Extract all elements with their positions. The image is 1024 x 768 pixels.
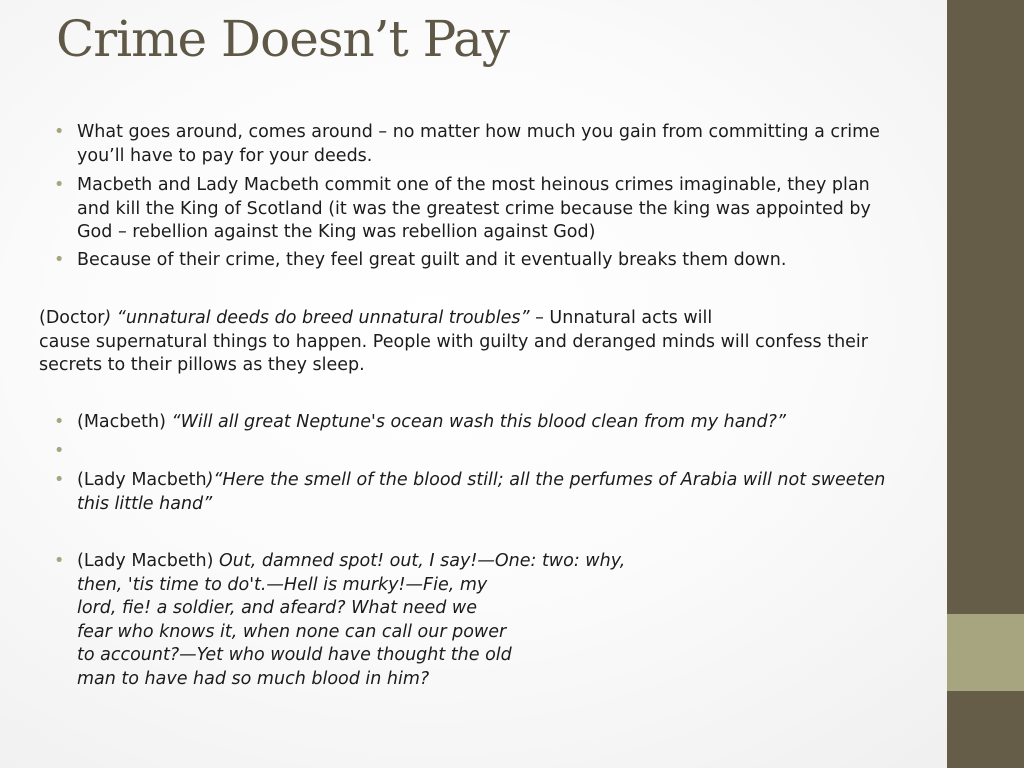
doctor-speaker-close: ) xyxy=(104,308,117,328)
quote-text: “Will all great Neptune's ocean wash this blood clean from my hand?” xyxy=(171,412,786,432)
bullet-line: God – rebellion against the King was rebellion against God) xyxy=(77,222,596,242)
bullet-line: • Because of their crime, they feel great guilt and it eventually breaks them down. xyxy=(77,250,787,270)
bullet-line: and kill the King of Scotland (it was the greatest crime because the king was appointed by xyxy=(77,198,871,219)
bullet-item xyxy=(77,121,977,168)
slide-title: Crime Doesn’t Pay xyxy=(56,10,510,68)
quote-line: to account?—Yet who would have thought the old xyxy=(77,645,512,665)
quote-bullet-macbeth xyxy=(77,411,977,435)
doctor-quote: “unnatural deeds do breed unnatural troubles” xyxy=(116,308,530,328)
doctor-speaker-open: (Doctor xyxy=(39,308,105,328)
bullet-item xyxy=(77,249,977,273)
quote-text: Out, damned spot! out, I say!—One: two: why, xyxy=(219,551,626,571)
quote-bullet-lady-macbeth-1 xyxy=(77,469,977,516)
quote-bullet-lady-macbeth-2 xyxy=(77,550,977,691)
quote-speaker: (Macbeth) xyxy=(77,412,172,432)
quote-line: this little hand” xyxy=(77,493,213,514)
quote-line xyxy=(77,411,977,435)
doctor-line-2: cause supernatural things to happen. People with guilty and deranged minds will confess their xyxy=(39,331,868,352)
quote-line: then, 'tis time to do't.—Hell is murky!—Fie, my xyxy=(77,574,488,595)
quote-text: )“Here the smell of the blood still; all the perfumes of Arabia will not sweeten xyxy=(206,470,886,490)
quote-line: man to have had so much blood in him? xyxy=(77,668,430,689)
bullet-item xyxy=(77,174,977,245)
doctor-line-1-rest: – Unnatural acts will xyxy=(529,308,713,328)
quote-speaker: (Lady Macbeth xyxy=(77,470,207,490)
bullet-line: • Macbeth and Lady Macbeth commit one of the most heinous crimes imaginable, they plan xyxy=(77,175,870,195)
doctor-line-1 xyxy=(39,307,969,331)
quote-speaker: (Lady Macbeth) xyxy=(77,551,219,571)
bullet-line: • What goes around, comes around – no matter how much you gain from committing a crime xyxy=(77,122,880,142)
quote-line: fear who knows it, when none can call our power xyxy=(77,621,507,642)
quote-line xyxy=(77,469,977,493)
bullet-line: you’ll have to pay for your deeds. xyxy=(77,145,373,166)
doctor-paragraph xyxy=(39,307,969,378)
quote-line xyxy=(77,550,977,574)
doctor-line-3: secrets to their pillows as they sleep. xyxy=(39,355,365,375)
quote-line: lord, fie! a soldier, and afeard? What need we xyxy=(77,598,478,618)
